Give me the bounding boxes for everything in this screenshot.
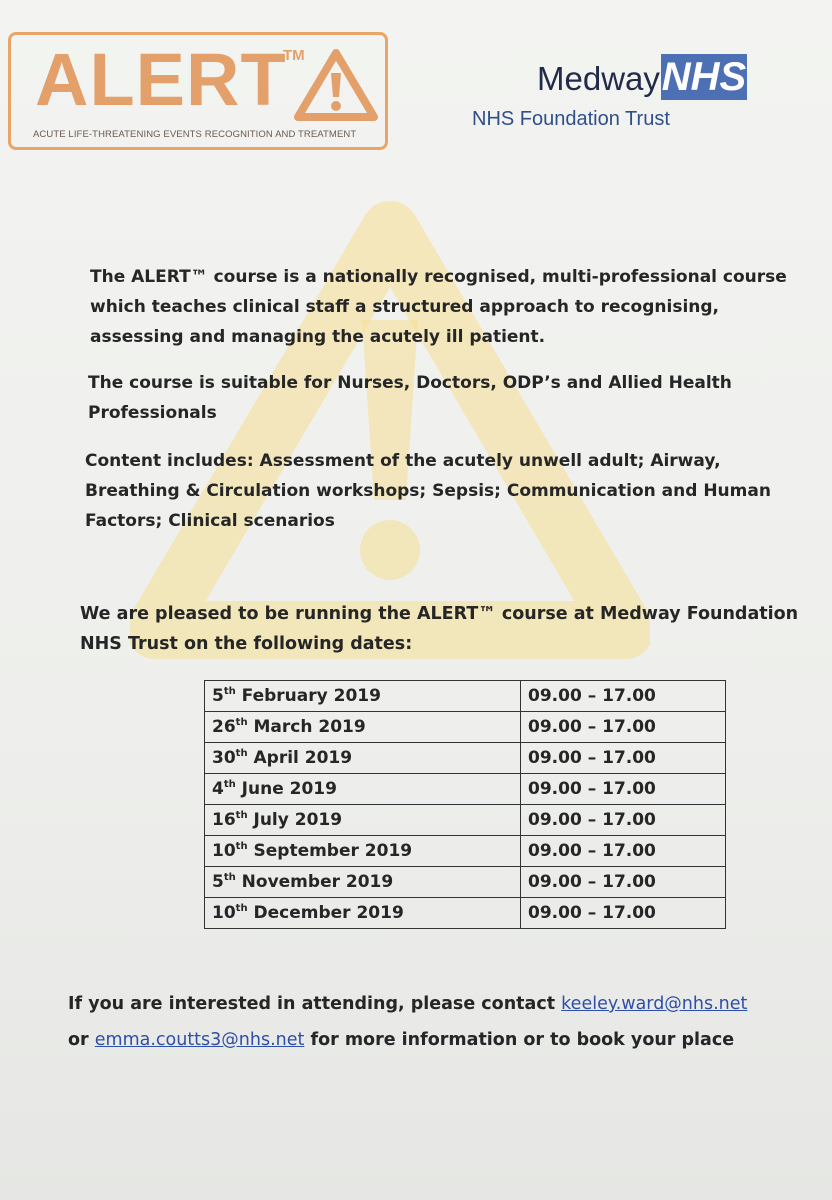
table-row — [205, 867, 726, 898]
date-cell: 26th March 2019 — [205, 712, 521, 743]
time-cell: 09.00 – 17.00 — [521, 867, 726, 898]
table-row — [205, 743, 726, 774]
table-row — [205, 805, 726, 836]
email-link-keeley[interactable]: keeley.ward@nhs.net — [561, 994, 748, 1014]
email-link-emma[interactable]: emma.coutts3@nhs.net — [94, 1030, 305, 1050]
table-row — [205, 681, 726, 712]
date-cell: 30th April 2019 — [205, 743, 521, 774]
org-name: Medway — [537, 60, 660, 97]
table-row — [205, 836, 726, 867]
nhs-logo-badge: NHS — [661, 55, 747, 99]
table-row — [205, 712, 726, 743]
time-cell: 09.00 – 17.00 — [521, 712, 726, 743]
warning-triangle-icon — [293, 47, 379, 123]
intro-paragraph: The ALERT™ course is a nationally recognised, multi-professional course which teaches clinical staff a structured approach to recognising, assessing and managing the acutely ill patient. — [90, 267, 787, 347]
course-dates-table — [204, 680, 726, 929]
alert-logo-word: ALERT — [35, 38, 287, 121]
table-row — [205, 774, 726, 805]
time-cell: 09.00 – 17.00 — [521, 774, 726, 805]
time-cell: 09.00 – 17.00 — [521, 743, 726, 774]
date-cell: 5th November 2019 — [205, 867, 521, 898]
date-cell: 10th December 2019 — [205, 898, 521, 929]
alert-logo-tm: TM — [283, 47, 305, 64]
alert-logo — [8, 32, 388, 150]
date-cell: 5th February 2019 — [205, 681, 521, 712]
time-cell: 09.00 – 17.00 — [521, 681, 726, 712]
content-paragraph: Content includes: Assessment of the acutely unwell adult; Airway, Breathing & Circulation workshops; Sepsis; Communication and Human Factors; Clinical scenarios — [85, 451, 771, 531]
date-cell: 10th September 2019 — [205, 836, 521, 867]
time-cell: 09.00 – 17.00 — [521, 805, 726, 836]
date-cell: 16th July 2019 — [205, 805, 521, 836]
time-cell: 09.00 – 17.00 — [521, 836, 726, 867]
org-subtitle: NHS Foundation Trust — [472, 108, 670, 130]
date-cell: 4th June 2019 — [205, 774, 521, 805]
suitability-paragraph: The course is suitable for Nurses, Doctors, ODP’s and Allied Health Professionals — [88, 373, 732, 423]
table-row — [205, 898, 726, 929]
contact-paragraph: If you are interested in attending, please contact keeley.ward@nhs.net or emma.coutts3@nhs.net for more information or to book your place — [68, 994, 748, 1050]
dates-intro-paragraph: We are pleased to be running the ALERT™ course at Medway Foundation NHS Trust on the following dates: — [80, 604, 799, 654]
alert-logo-subtitle: ACUTE LIFE-THREATENING EVENTS RECOGNITION AND TREATMENT — [33, 129, 357, 140]
time-cell: 09.00 – 17.00 — [521, 898, 726, 929]
